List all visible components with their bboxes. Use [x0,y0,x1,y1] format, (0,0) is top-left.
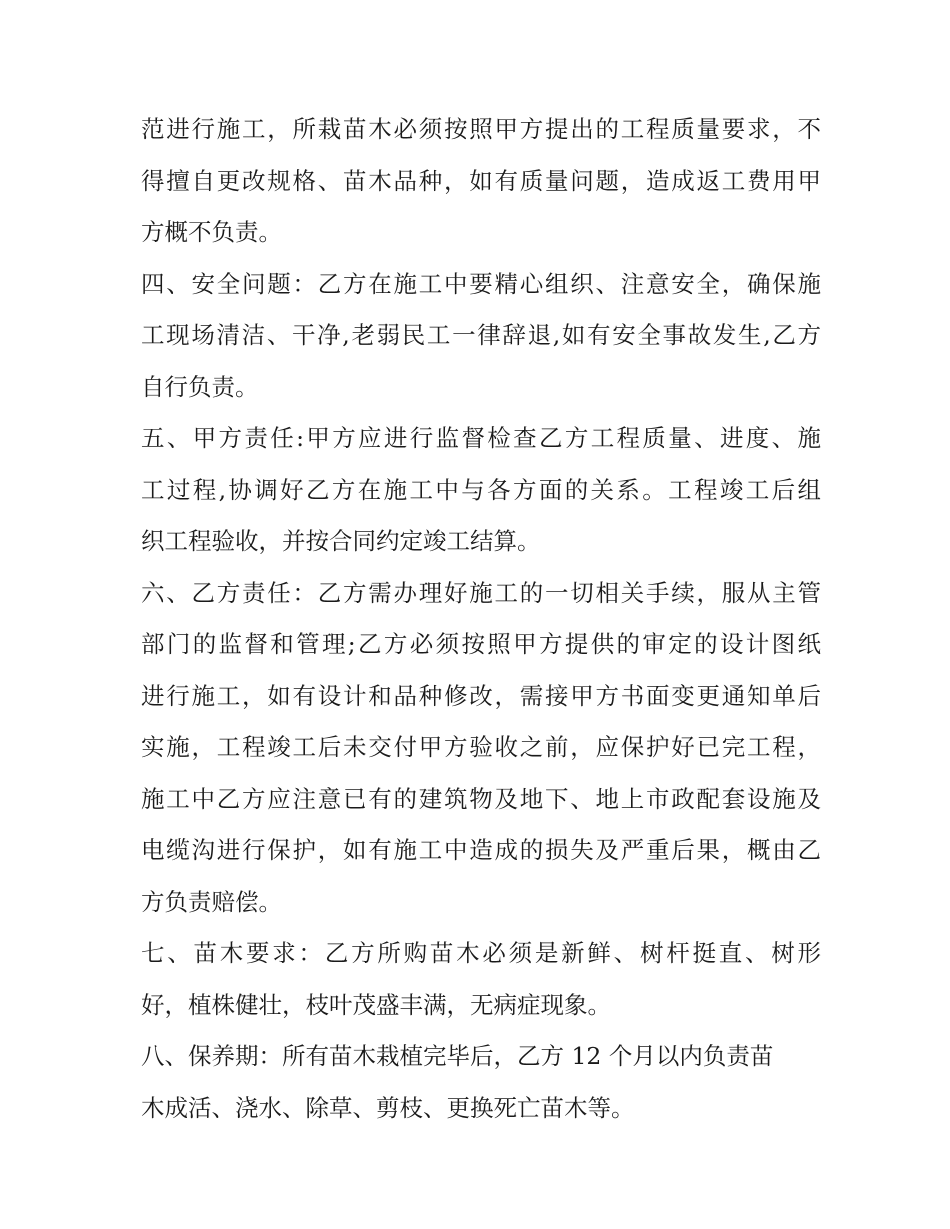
text-line: 五、甲方责任:甲方应进行监督检查乙方工程质量、进度、施 [141,424,821,452]
text-line: 方概不负责。 [141,218,282,246]
text-line: 范进行施工，所栽苗木必须按照甲方提出的工程质量要求，不 [141,115,821,143]
document-body [141,104,821,1134]
text-line: 自行负责。 [141,372,259,401]
text-line: 六、乙方责任：乙方需办理好施工的一切相关手续，服从主管 [141,578,821,607]
paragraph-safety [141,259,821,414]
text-line: 电缆沟进行保护，如有施工中造成的损失及严重后果，概由乙 [141,836,821,864]
paragraph-continued [141,104,821,259]
text-line: 工现场清洁、干净,老弱民工一律辞退,如有安全事故发生,乙方 [141,321,821,349]
text-line: 好，植株健壮，枝叶茂盛丰满，无病症现象。 [141,990,611,1019]
paragraph-party-b-duties [141,568,821,929]
text-line: 八、保养期：所有苗木栽植完毕后，乙方 12 个月以内负责苗 [141,1042,774,1070]
text-line: 实施，工程竣工后未交付甲方验收之前，应保护好已完工程， [141,733,821,761]
text-line: 方负责赔偿。 [141,887,282,916]
text-line: 施工中乙方应注意已有的建筑物及地下、地上市政配套设施及 [141,784,821,813]
text-line: 织工程验收，并按合同约定竣工结算。 [141,527,541,555]
paragraph-party-a-duties [141,413,821,568]
paragraph-seedling-requirements [141,928,821,1031]
text-line: 进行施工，如有设计和品种修改，需接甲方书面变更通知单后 [141,681,821,710]
text-line: 木成活、浇水、除草、剪枝、更换死亡苗木等。 [141,1093,635,1122]
text-line: 四、安全问题：乙方在施工中要精心组织、注意安全，确保施 [141,269,821,298]
text-line: 部门的监督和管理;乙方必须按照甲方提供的审定的设计图纸 [141,630,821,658]
text-line: 工过程,协调好乙方在施工中与各方面的关系。工程竣工后组 [141,475,821,504]
text-line: 七、苗木要求：乙方所购苗木必须是新鲜、树杆挺直、树形 [141,939,821,967]
paragraph-maintenance-period [141,1031,821,1134]
text-line: 得擅自更改规格、苗木品种，如有质量问题，造成返工费用甲 [141,166,821,195]
